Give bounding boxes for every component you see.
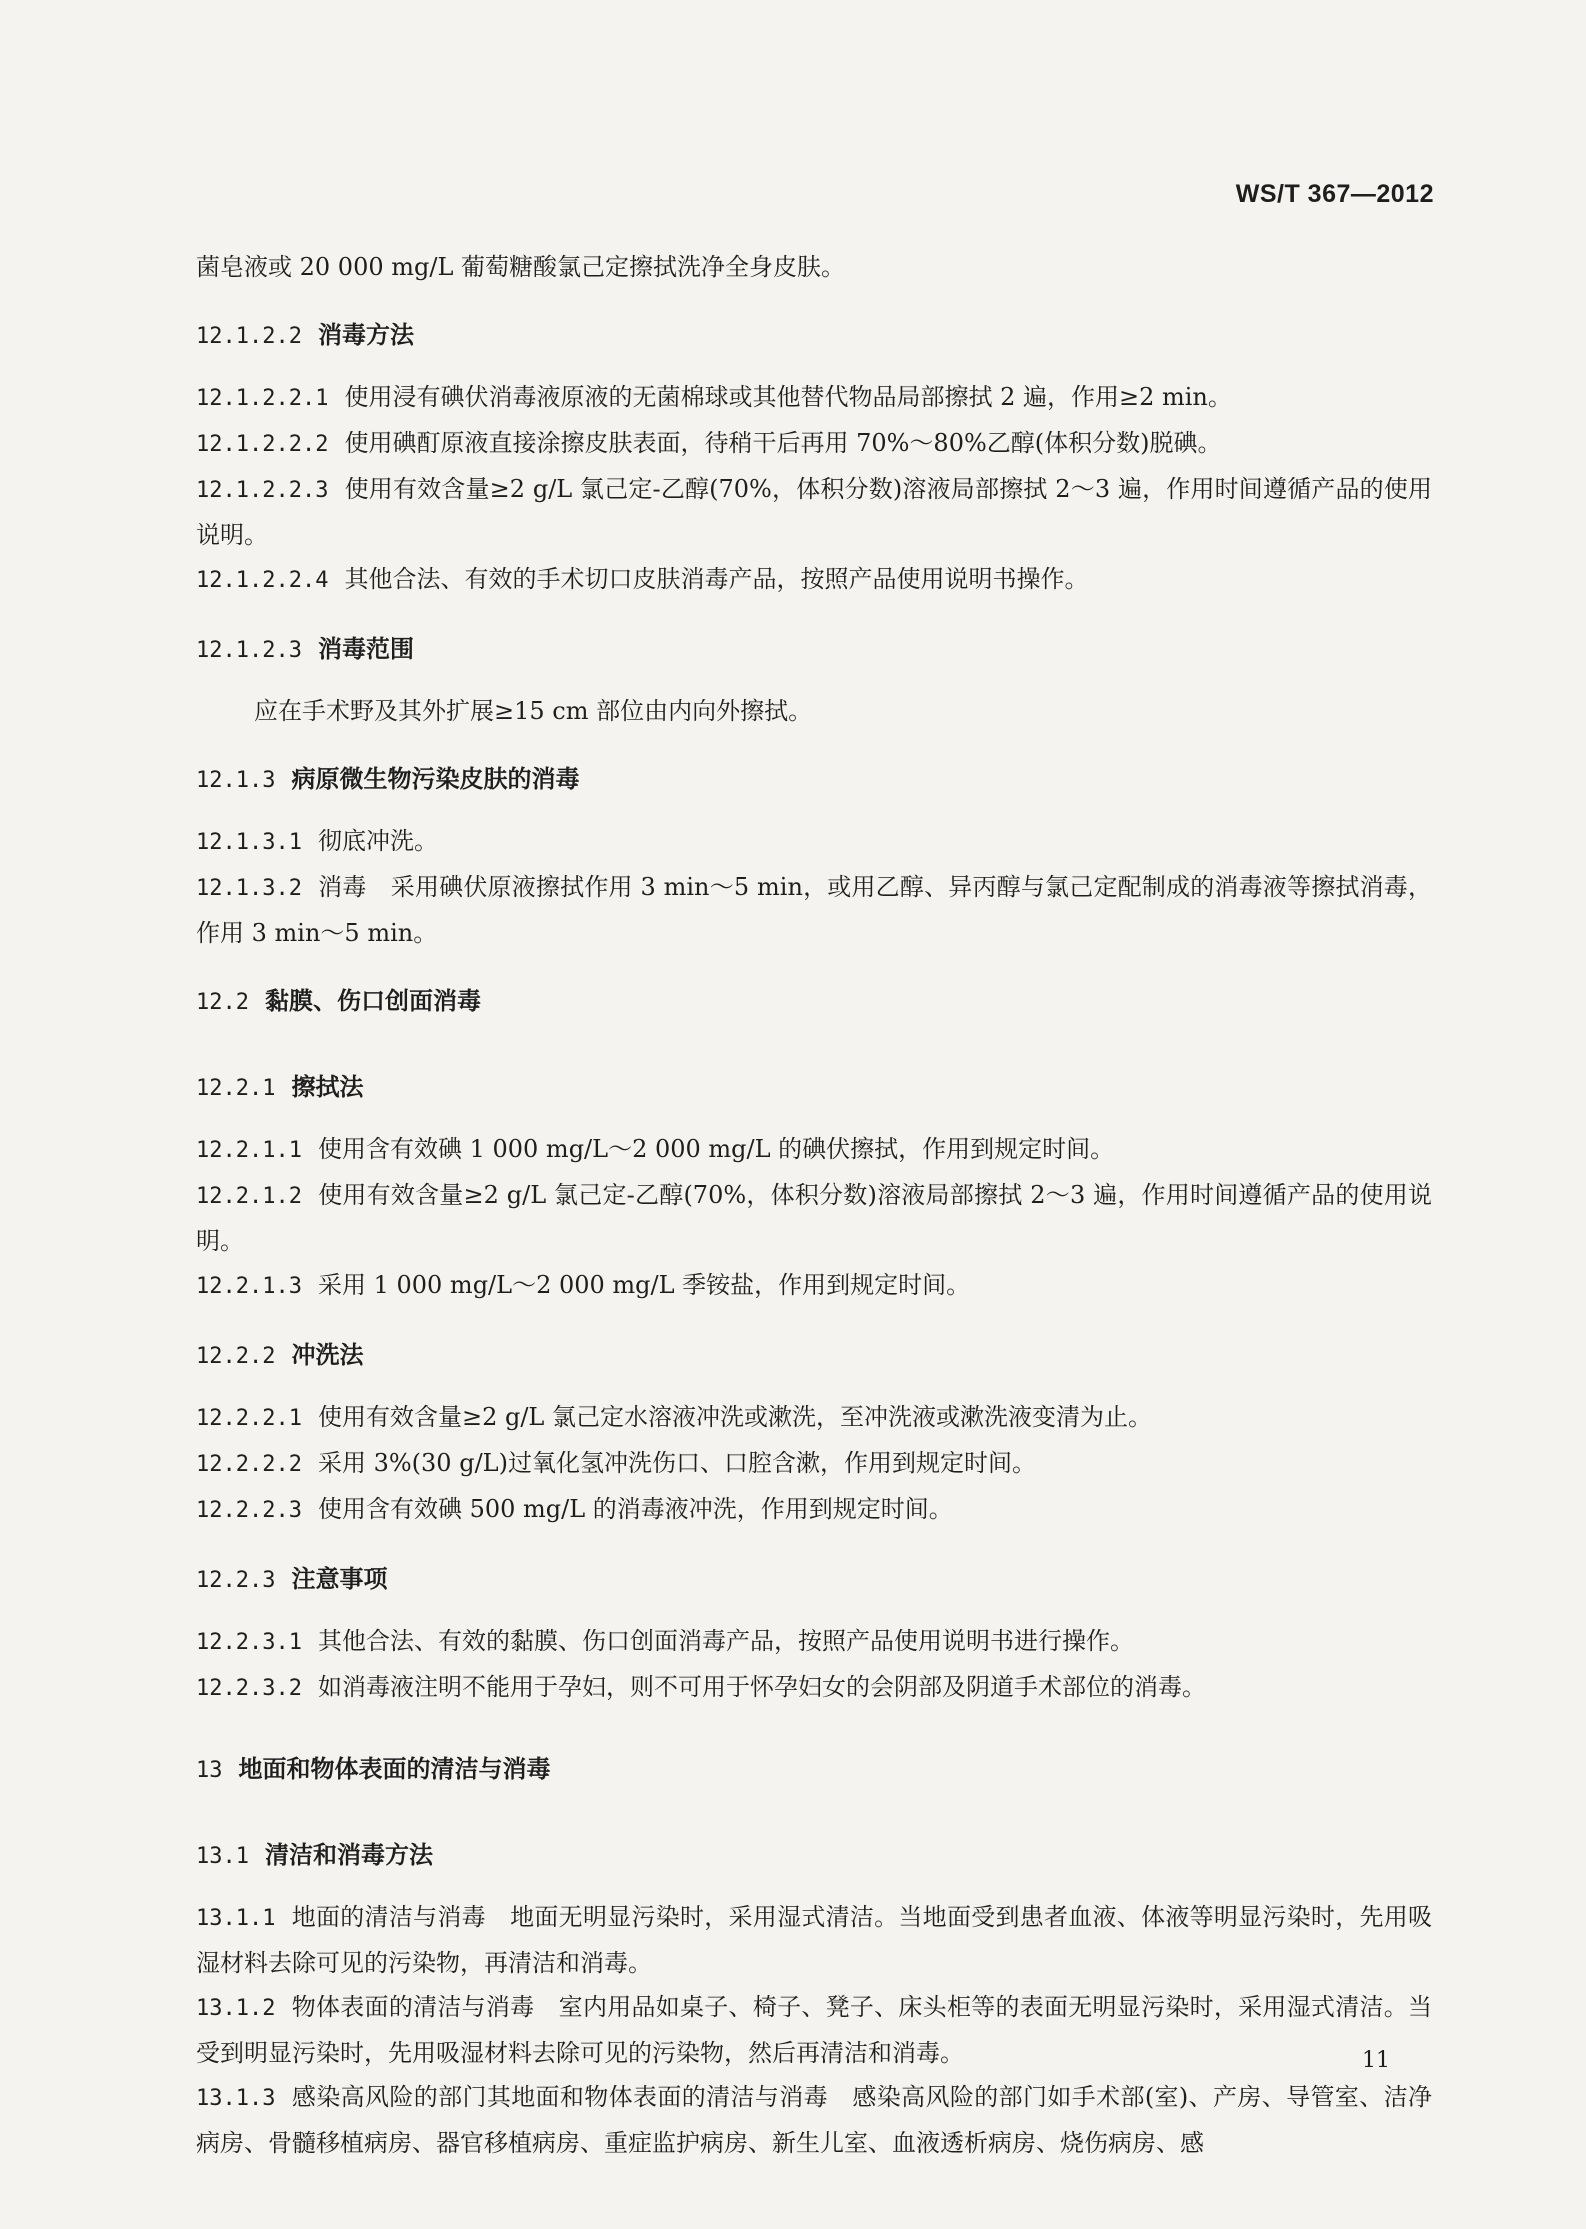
paragraph-text: 地面的清洁与消毒 地面无明显污染时，采用湿式清洁。当地面受到患者血液、体液等明显污染时，先用吸湿材料去除可见的污染物，再清洁和消毒。 (196, 1903, 1432, 1977)
paragraph (196, 819, 1432, 865)
paragraph-text: 其他合法、有效的手术切口皮肤消毒产品，按照产品使用说明书操作。 (344, 565, 1089, 593)
paragraph-text: 使用有效含量≥2 g/L 氯己定-乙醇(70%，体积分数)溶液局部擦拭 2～3 遍，作用时间遵循产品的使用说明。 (196, 1181, 1432, 1255)
paragraph-text: 使用含有效碘 500 mg/L 的消毒液冲洗，作用到规定时间。 (317, 1495, 953, 1523)
heading-text: 消毒范围 (317, 635, 414, 663)
heading-text: 注意事项 (291, 1565, 388, 1593)
section-heading (196, 1065, 1432, 1111)
clause-number: 13.1.3 (196, 2086, 276, 2111)
section-heading (196, 1333, 1432, 1379)
heading-text: 擦拭法 (291, 1073, 364, 1101)
heading-text: 冲洗法 (291, 1341, 364, 1369)
paragraph (196, 1441, 1432, 1487)
paragraph-text: 应在手术野及其外扩展≥15 cm 部位由内向外擦拭。 (254, 697, 813, 725)
paragraph (196, 1487, 1432, 1533)
paragraph (196, 467, 1432, 557)
heading-text: 消毒方法 (317, 321, 414, 349)
clause-number: 12.2.3.2 (196, 1676, 302, 1701)
paragraph (196, 2075, 1432, 2165)
clause-number: 12.1.3.1 (196, 830, 302, 855)
paragraph-text: 使用有效含量≥2 g/L 氯己定-乙醇(70%，体积分数)溶液局部擦拭 2～3 遍，作用时间遵循产品的使用说明。 (196, 475, 1432, 549)
paragraph (196, 421, 1432, 467)
clause-number: 12.2.1.1 (196, 1138, 302, 1163)
heading-text: 病原微生物污染皮肤的消毒 (291, 765, 580, 793)
clause-number: 13.1 (196, 1844, 249, 1869)
paragraph-text: 彻底冲洗。 (317, 827, 438, 855)
clause-number: 12.1.3 (196, 768, 276, 793)
paragraph-text: 如消毒液注明不能用于孕妇，则不可用于怀孕妇女的会阴部及阴道手术部位的消毒。 (317, 1673, 1206, 1701)
clause-number: 12.1.3.2 (196, 876, 302, 901)
clause-number: 12.2.3.1 (196, 1630, 302, 1655)
paragraph-text: 使用有效含量≥2 g/L 氯己定水溶液冲洗或漱洗，至冲洗液或漱洗液变清为止。 (317, 1403, 1152, 1431)
heading-text: 黏膜、伤口创面消毒 (264, 987, 481, 1015)
paragraph (196, 1985, 1432, 2075)
paragraph (196, 1127, 1432, 1173)
heading-text: 地面和物体表面的清洁与消毒 (238, 1755, 551, 1783)
clause-number: 12.2 (196, 990, 249, 1015)
paragraph-text: 感染高风险的部门其地面和物体表面的清洁与消毒 感染高风险的部门如手术部(室)、产房、导管室、洁净病房、骨髓移植病房、器官移植病房、重症监护病房、新生儿室、血液透析病房、烧伤病房、感 (196, 2083, 1432, 2157)
clause-number: 12.1.2.2.4 (196, 568, 329, 593)
paragraph (196, 1395, 1432, 1441)
page-number: 11 (1362, 2048, 1390, 2073)
paragraph (196, 1665, 1432, 1711)
clause-number: 12.2.2.3 (196, 1498, 302, 1523)
clause-number: 12.1.2.2.1 (196, 386, 329, 411)
paragraph (196, 245, 1432, 289)
clause-number: 12.1.2.2 (196, 324, 302, 349)
clause-number: 12.1.2.2.3 (196, 478, 329, 503)
section-heading (196, 979, 1432, 1025)
clause-number: 13.1.2 (196, 1996, 276, 2021)
heading-text: 清洁和消毒方法 (264, 1841, 433, 1869)
clause-number: 12.2.1.2 (196, 1184, 302, 1209)
paragraph (196, 375, 1432, 421)
document-body (196, 245, 1432, 2165)
section-heading (196, 627, 1432, 673)
clause-number: 12.2.3 (196, 1568, 276, 1593)
paragraph-text: 菌皂液或 20 000 mg/L 葡萄糖酸氯己定擦拭洗净全身皮肤。 (196, 253, 846, 281)
paragraph (196, 689, 1432, 733)
paragraph (196, 557, 1432, 603)
clause-number: 12.2.2.2 (196, 1452, 302, 1477)
clause-number: 12.2.2 (196, 1344, 276, 1369)
paragraph (196, 1263, 1432, 1309)
paragraph-text: 物体表面的清洁与消毒 室内用品如桌子、椅子、凳子、床头柜等的表面无明显污染时，采用湿式清洁。当受到明显污染时，先用吸湿材料去除可见的污染物，然后再清洁和消毒。 (196, 1993, 1432, 2067)
paragraph-text: 使用含有效碘 1 000 mg/L～2 000 mg/L 的碘伏擦拭，作用到规定时间。 (317, 1135, 1115, 1163)
paragraph (196, 1895, 1432, 1985)
section-heading (196, 1557, 1432, 1603)
section-heading (196, 757, 1432, 803)
clause-number: 12.1.2.3 (196, 638, 302, 663)
paragraph-text: 使用碘酊原液直接涂擦皮肤表面，待稍干后再用 70%～80%乙醇(体积分数)脱碘。 (344, 429, 1222, 457)
clause-number: 12.2.1 (196, 1076, 276, 1101)
paragraph-text: 采用 3%(30 g/L)过氧化氢冲洗伤口、口腔含漱，作用到规定时间。 (317, 1449, 1036, 1477)
paragraph-text: 采用 1 000 mg/L～2 000 mg/L 季铵盐，作用到规定时间。 (317, 1271, 971, 1299)
section-heading (196, 313, 1432, 359)
clause-number: 12.1.2.2.2 (196, 432, 329, 457)
paragraph-text: 使用浸有碘伏消毒液原液的无菌棉球或其他替代物品局部擦拭 2 遍，作用≥2 min。 (344, 383, 1232, 411)
section-heading (196, 1833, 1432, 1879)
paragraph-text: 消毒 采用碘伏原液擦拭作用 3 min～5 min，或用乙醇、异丙醇与氯己定配制成的消毒液等擦拭消毒，作用 3 min～5 min。 (196, 873, 1432, 947)
paragraph (196, 1619, 1432, 1665)
paragraph (196, 1173, 1432, 1263)
standard-code: WS/T 367—2012 (1235, 180, 1434, 208)
clause-number: 12.2.2.1 (196, 1406, 302, 1431)
section-heading (196, 1747, 1432, 1793)
clause-number: 13.1.1 (196, 1906, 276, 1931)
paragraph-text: 其他合法、有效的黏膜、伤口创面消毒产品，按照产品使用说明书进行操作。 (317, 1627, 1134, 1655)
clause-number: 12.2.1.3 (196, 1274, 302, 1299)
paragraph (196, 865, 1432, 955)
clause-number: 13 (196, 1758, 223, 1783)
